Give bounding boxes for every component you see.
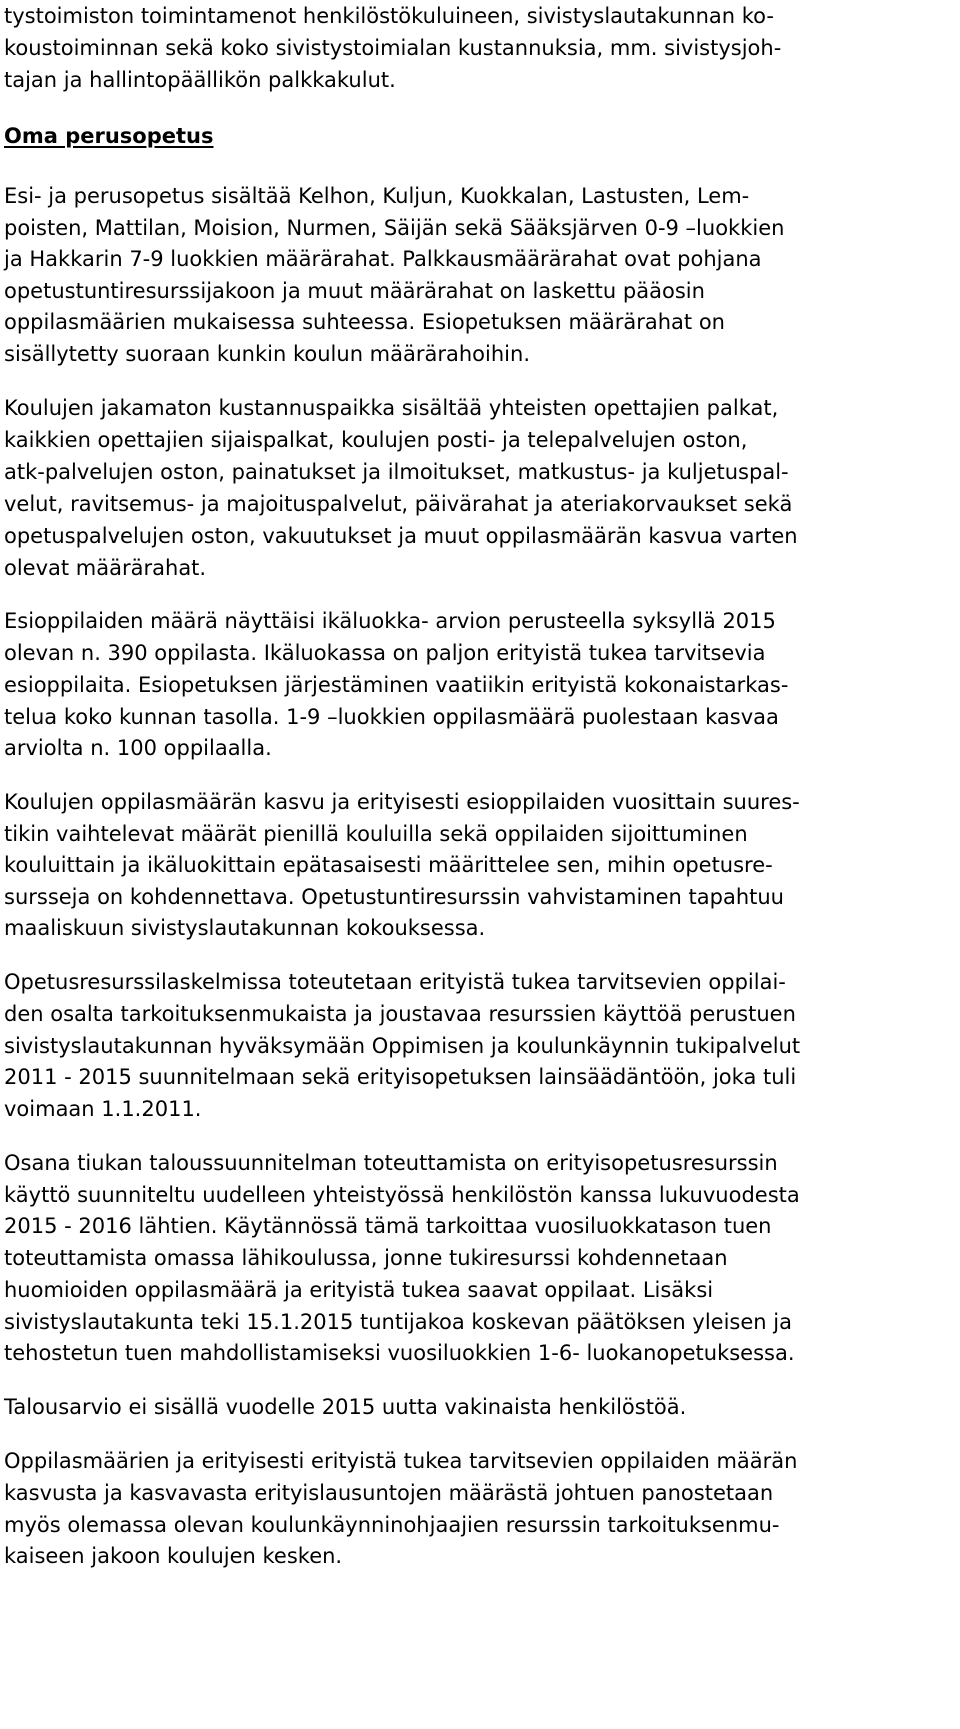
paragraph-5-line-5: voimaan 1.1.2011. [4,1097,202,1121]
paragraph-3-line-1: Esioppilaiden määrä näyttäisi ikäluokka- arvion perusteella syksyllä 2015 [4,609,776,633]
paragraph-6-line-2: käyttö suunniteltu uudelleen yhteistyössä henkilöstön kanssa lukuvuodesta [4,1183,800,1207]
paragraph-6-line-6: sivistyslautakunta teki 15.1.2015 tuntijakoa koskevan päätöksen yleisen ja [4,1310,792,1334]
intro-line-2: koustoiminnan sekä koko sivistystoimialan kustannuksia, mm. sivistysjoh- [4,36,782,60]
paragraph-1-line-1: Esi- ja perusopetus sisältää Kelhon, Kuljun, Kuokkalan, Lastusten, Lem- [4,184,750,208]
paragraph-8-line-4: kaiseen jakoon koulujen kesken. [4,1544,343,1568]
paragraph-5-line-3: sivistyslautakunnan hyväksymään Oppimisen ja koulunkäynnin tukipalvelut [4,1034,801,1058]
paragraph-6-line-5: huomioiden oppilasmäärä ja erityistä tukea saavat oppilaat. Lisäksi [4,1278,714,1302]
paragraph-2-line-6: olevat määrärahat. [4,556,207,580]
paragraph-2-line-3: atk-palvelujen oston, painatukset ja ilmoitukset, matkustus- ja kuljetuspal- [4,460,789,484]
paragraph-2-line-1: Koulujen jakamaton kustannuspaikka sisältää yhteisten opettajien palkat, [4,396,779,420]
paragraph-4-line-5: maaliskuun sivistyslautakunnan kokouksessa. [4,916,486,940]
paragraph-6-line-7: tehostetun tuen mahdollistamiseksi vuosiluokkien 1-6- luokanopetuksessa. [4,1341,795,1365]
paragraph-6-line-3: 2015 - 2016 lähtien. Käytännössä tämä tarkoittaa vuosiluokkatason tuen [4,1214,772,1238]
paragraph-1-line-4: opetustuntiresurssijakoon ja muut määrärahat on laskettu pääosin [4,279,705,303]
paragraph-1-line-3: ja Hakkarin 7-9 luokkien määrärahat. Palkkausmäärärahat ovat pohjana [4,247,762,271]
paragraph-4-line-1: Koulujen oppilasmäärän kasvu ja erityisesti esioppilaiden vuosittain suures- [4,790,800,814]
paragraph-3-line-4: telua koko kunnan tasolla. 1-9 –luokkien oppilasmäärä puolestaan kasvaa [4,705,779,729]
paragraph-5-line-4: 2011 - 2015 suunnitelmaan sekä erityisopetuksen lainsäädäntöön, joka tuli [4,1065,797,1089]
paragraph-8-line-1: Oppilasmäärien ja erityisesti erityistä tukea tarvitsevien oppilaiden määrän [4,1449,798,1473]
paragraph-4-line-4: sursseja on kohdennettava. Opetustuntiresurssin vahvistaminen tapahtuu [4,885,784,909]
section-heading: Oma perusopetus [4,124,214,148]
paragraph-6-line-4: toteuttamista omassa lähikoulussa, jonne tukiresurssi kohdennetaan [4,1246,728,1270]
paragraph-1-line-5: oppilasmäärien mukaisessa suhteessa. Esiopetuksen määrärahat on [4,310,725,334]
paragraph-2-line-5: opetuspalvelujen oston, vakuutukset ja muut oppilasmäärän kasvua varten [4,524,798,548]
paragraph-4-line-3: kouluittain ja ikäluokittain epätasaisesti määrittelee sen, mihin opetusre- [4,853,773,877]
paragraph-1-line-6: sisällytetty suoraan kunkin koulun määrärahoihin. [4,342,530,366]
paragraph-1-line-2: poisten, Mattilan, Moision, Nurmen, Säijän sekä Sääksjärven 0-9 –luokkien [4,216,785,240]
paragraph-2-line-4: velut, ravitsemus- ja majoituspalvelut, päivärahat ja ateriakorvaukset sekä [4,492,793,516]
paragraph-3-line-2: olevan n. 390 oppilasta. Ikäluokassa on paljon erityistä tukea tarvitsevia [4,641,766,665]
paragraph-2-line-2: kaikkien opettajien sijaispalkat, koulujen posti- ja telepalvelujen oston, [4,428,748,452]
paragraph-3-line-3: esioppilaita. Esiopetuksen järjestäminen vaatiikin erityistä kokonaistarkas- [4,673,789,697]
paragraph-5-line-1: Opetusresurssilaskelmissa toteutetaan erityistä tukea tarvitsevien oppilai- [4,970,786,994]
paragraph-8-line-3: myös olemassa olevan koulunkäynninohjaajien resurssin tarkoituksenmu- [4,1513,780,1537]
paragraph-8-line-2: kasvusta ja kasvavasta erityislausuntojen määrästä johtuen panostetaan [4,1481,774,1505]
paragraph-4-line-2: tikin vaihtelevat määrät pienillä kouluilla sekä oppilaiden sijoittuminen [4,822,748,846]
paragraph-5-line-2: den osalta tarkoituksenmukaista ja joustavaa resurssien käyttöä perustuen [4,1002,796,1026]
paragraph-3-line-5: arviolta n. 100 oppilaalla. [4,736,272,760]
paragraph-7-line-1: Talousarvio ei sisällä vuodelle 2015 uutta vakinaista henkilöstöä. [4,1395,687,1419]
intro-line-3: tajan ja hallintopäällikön palkkakulut. [4,68,396,92]
paragraph-6-line-1: Osana tiukan taloussuunnitelman toteuttamista on erityisopetusresurssin [4,1151,778,1175]
intro-line-1: tystoimiston toimintamenot henkilöstökuluineen, sivistyslautakunnan ko- [4,4,774,28]
